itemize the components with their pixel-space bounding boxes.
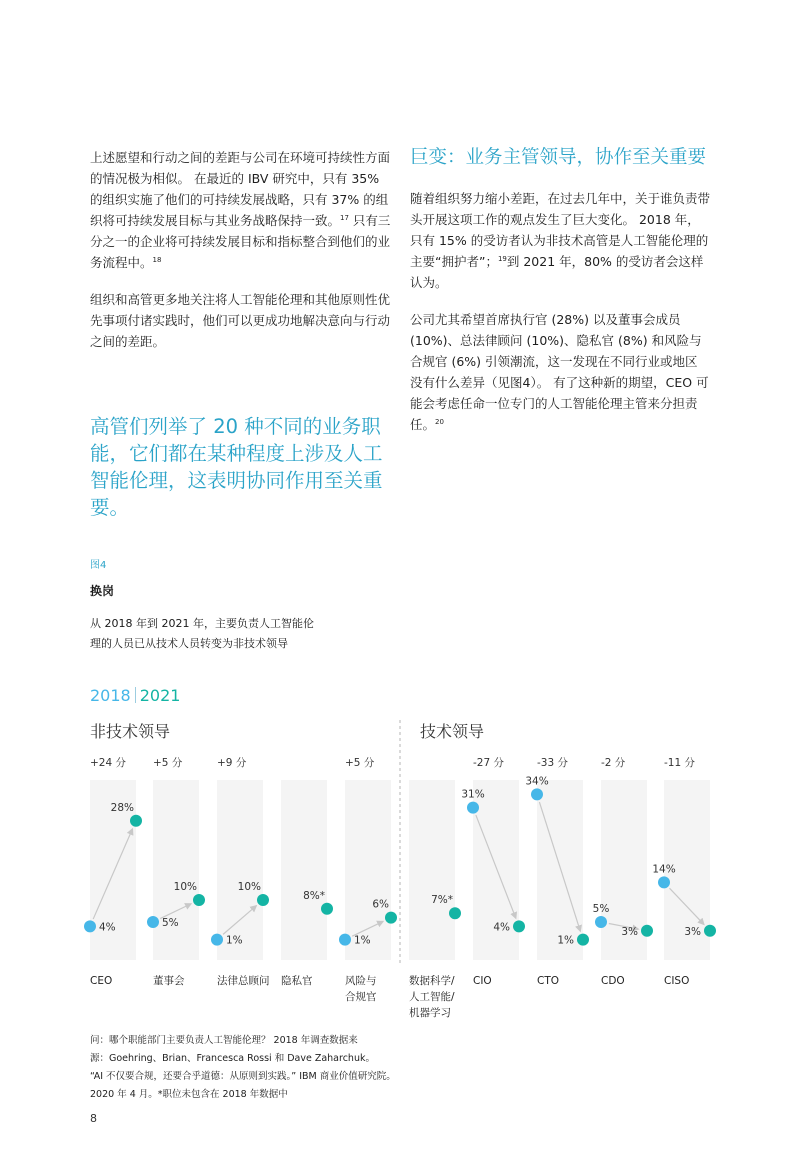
value-label-2021: 6% — [372, 898, 389, 911]
value-label-2021: 3% — [621, 925, 638, 938]
dot-2021 — [257, 894, 269, 906]
category-label-line: CTO — [537, 975, 560, 987]
value-label-2018: 5% — [162, 917, 179, 929]
value-label-2018: 5% — [592, 903, 610, 915]
change-label: +24 分 — [90, 757, 126, 769]
value-label-2021: 10% — [173, 881, 197, 893]
dot-2021 — [704, 925, 716, 937]
pull-quote: 高管们列举了 20 种不同的业务职能，它们都在某种程度上涉及人工智能伦理，这表明协同作用至关重要。 — [90, 415, 383, 519]
source-line-2: 源：Goehring、Brian、Francesca Rossi 和 Dave Zaharchuk。 — [90, 1053, 375, 1064]
dot-2021 — [513, 920, 525, 932]
column-bg — [281, 780, 327, 960]
legend-2021: 2021 — [139, 686, 181, 705]
section-heading: 巨变：业务主管领导，协作至关重要 — [410, 147, 707, 168]
dot-2018 — [339, 934, 351, 946]
value-label-2018: 1% — [226, 934, 243, 947]
column-bg — [409, 780, 455, 960]
group-title-tech: 技术领导 — [420, 722, 485, 741]
value-label-2021: 7%* — [431, 894, 453, 907]
value-label-2021: 3% — [684, 925, 701, 938]
category-label-line: 合规官 — [345, 991, 377, 1003]
source-line-4: 2020 年 4 月。*职位未包含在 2018 年数据中 — [90, 1089, 288, 1100]
category-label — [409, 973, 455, 1021]
value-label-2018: 14% — [652, 863, 676, 876]
change-label: +9 分 — [217, 757, 247, 769]
category-label-line: CEO — [90, 975, 113, 987]
column-bg — [153, 780, 199, 960]
category-label — [153, 973, 185, 989]
dot-2018 — [595, 916, 607, 928]
category-label — [473, 973, 492, 989]
category-label-line: 人工智能/ — [409, 991, 455, 1003]
category-label-line: CDO — [601, 975, 625, 987]
change-label: -2 分 — [601, 757, 626, 769]
change-label: -11 分 — [664, 757, 695, 769]
change-label: +5 分 — [345, 757, 375, 769]
dot-2018 — [531, 788, 543, 800]
legend-2018: 2018 — [90, 686, 131, 705]
dot-2018 — [147, 916, 159, 928]
group-title-nontech: 非技术领导 — [90, 722, 171, 741]
change-label: -33 分 — [537, 757, 568, 769]
value-label-2021: 8%* — [303, 889, 325, 902]
column-bg — [537, 780, 583, 960]
value-label-2021: 1% — [557, 934, 574, 947]
category-label-line: 董事会 — [153, 975, 185, 987]
figure-subtitle-line-2: 理的人员已从技术人员转变为非技术领导 — [90, 637, 288, 650]
figure-subtitle-line-1: 从 2018 年到 2021 年，主要负责人工智能伦 — [90, 617, 314, 630]
category-label-line: CIO — [473, 975, 492, 987]
dot-2021 — [193, 894, 205, 906]
left-para-1: 上述愿望和行动之间的差距与公司在环境可持续性方面的情况极为相似。 在最近的 IBV 研究中，只有 35% 的组织实施了他们的可持续发展战略，只有 37% 的组织将可持续发展目标与其业务战略保持一致。$^{17}$ 只有三分之一的企业将可持续发展目标和指标整合到他们的业务流程中。$^{18}$ — [90, 150, 391, 270]
page-number: 8 — [90, 1112, 97, 1125]
left-para-2: 组织和高管更多地关注将人工智能伦理和其他原则性优先事项付诸实践时，他们可以更成功地解决意向与行动之间的差距。 — [90, 292, 391, 349]
dot-2018 — [211, 934, 223, 946]
dot-2018 — [467, 802, 479, 814]
value-label-2021: 10% — [237, 881, 261, 893]
figure-title: 换岗 — [90, 584, 115, 598]
value-label-2018: 34% — [525, 775, 549, 788]
dot-2021 — [641, 925, 653, 937]
dot-2021 — [130, 815, 142, 827]
change-label: -27 分 — [473, 757, 504, 769]
value-label-2018: 4% — [99, 921, 116, 934]
category-label-line: 数据科学/ — [409, 975, 455, 987]
value-label-2018: 31% — [461, 788, 485, 801]
dot-2021 — [449, 907, 461, 919]
right-para-2: 公司尤其希望首席执行官 (28%) 以及董事会成员 (10%)、总法律顾问 (10%)、隐私官 (8%) 和风险与合规官 (6%) 引领潮流，这一发现在不同行业或地区没有什么差异（见图4）。 有了这种新的期望，CEO 可能会考虑任命一位专门的人工智能伦理主管来分担责任。$^{20}$ — [410, 312, 709, 432]
change-label: +5 分 — [153, 757, 183, 769]
dot-2018 — [84, 920, 96, 932]
dot-2021 — [321, 903, 333, 915]
category-label — [281, 973, 313, 989]
category-label — [217, 973, 270, 989]
category-label-line: 风险与 — [345, 975, 377, 987]
dot-2021 — [577, 934, 589, 946]
category-label — [345, 973, 377, 1005]
category-label-line: 机器学习 — [409, 1007, 451, 1019]
source-note — [90, 1032, 410, 1104]
category-label — [601, 973, 625, 989]
dot-2018 — [658, 876, 670, 888]
value-label-2021: 28% — [110, 801, 134, 814]
source-line-3: “AI 不仅要合规，还要合乎道德：从原则到实践。” IBM 商业价值研究院。 — [90, 1071, 396, 1082]
category-label — [537, 973, 559, 989]
category-label-line: CISO — [664, 975, 690, 987]
value-label-2021: 4% — [493, 921, 510, 934]
category-label-line: 隐私官 — [281, 975, 313, 987]
category-label-line: 法律总顾问 — [217, 975, 270, 987]
category-label — [664, 973, 689, 989]
right-para-1: 随着组织努力缩小差距，在过去几年中，关于谁负责带头开展这项工作的观点发生了巨大变化。 2018 年，只有 15% 的受访者认为非技术高管是人工智能伦理的主要“拥护者”；$^{19}$到 2021 年，80% 的受访者会这样认为。 — [410, 191, 711, 290]
dot-2021 — [385, 912, 397, 924]
source-line-1: 问：哪个职能部门主要负责人工智能伦理？ 2018 年调查数据来 — [90, 1035, 358, 1046]
category-label — [90, 973, 112, 989]
value-label-2018: 1% — [354, 934, 371, 947]
figure-label: 图4 — [90, 560, 107, 571]
column-bg — [345, 780, 391, 960]
